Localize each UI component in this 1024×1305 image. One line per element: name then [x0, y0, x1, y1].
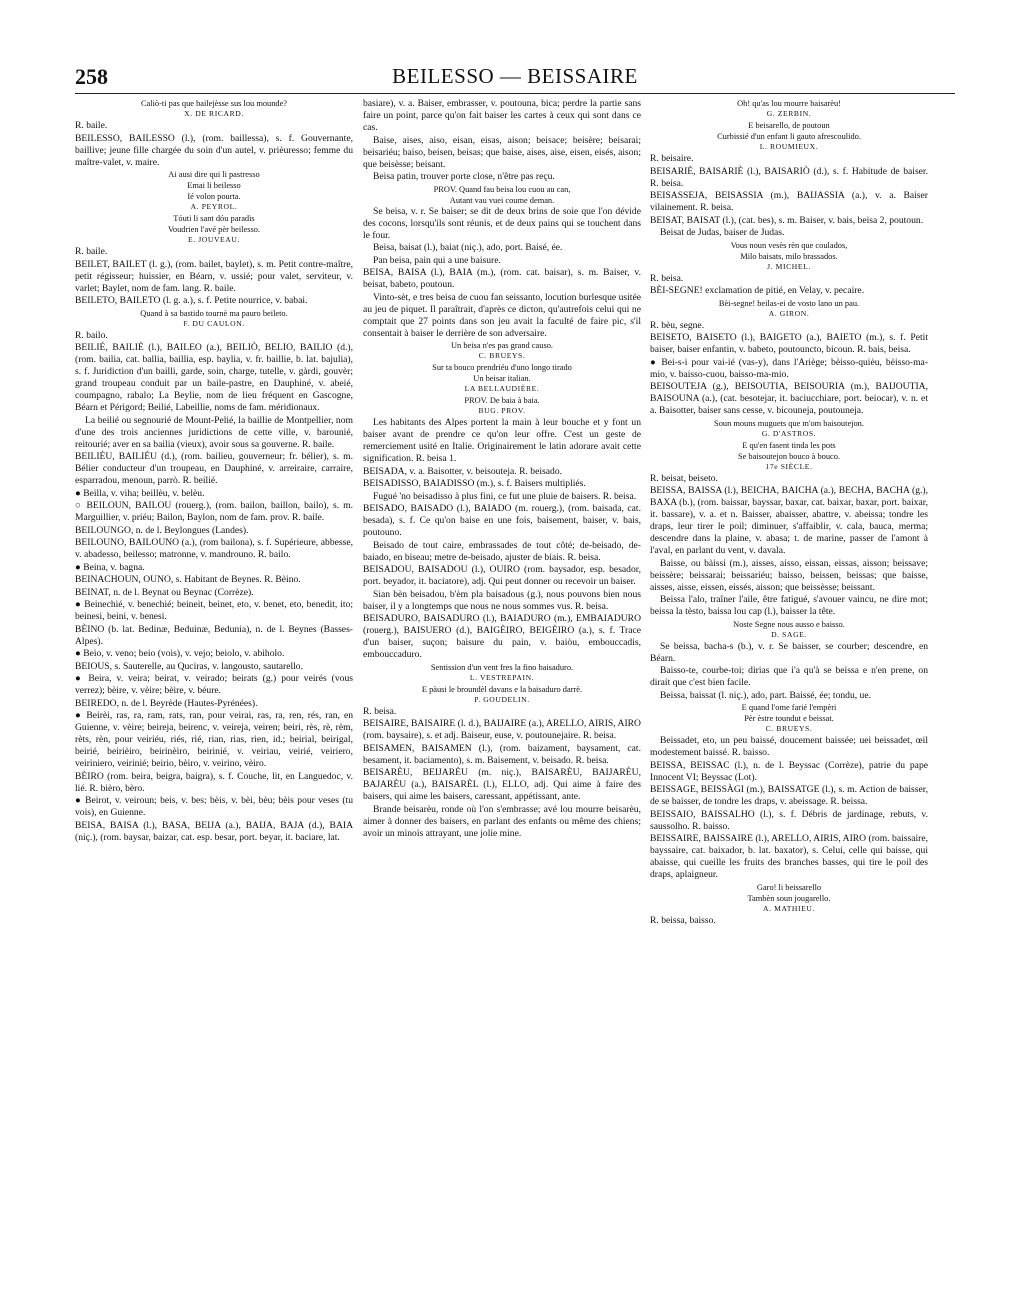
header-rule: [75, 93, 955, 94]
etymology-reference: R. beisaire.: [650, 153, 694, 164]
dictionary-entry: BEISSAGE, BEISSÀGI (m.), BAISSATGE (l.), s. m. Action de baisser, de se baisser, de tondre les draps, v. abeissage. R. beissa.: [650, 784, 928, 807]
entry-paragraph: Beisa, baisat (l.), baiat (niç.), ado, port. Baisé, ée.: [373, 242, 563, 253]
citation-line: Vous noun vesès rèn que coulados,: [730, 240, 848, 250]
citation-line: Curbissié d'un enfant li gauto afrescoulido.: [717, 132, 861, 141]
entry-paragraph: Beissa, baissat (l. niç.), ado, part. Baissé, ée; tondu, ue.: [660, 689, 872, 701]
dictionary-entry: BEIREDO, n. de l. Beyrède (Hautes-Pyrénées).: [75, 697, 258, 709]
citation-line: Autant vau vuei coume deman.: [449, 195, 555, 205]
citation-line: Bèi-segne! beilas-ei de vosto lano un pau.: [718, 298, 860, 308]
dictionary-entry: BEILOUNO, BAILOUNO (a.), (rom bailona), s. f. Supérieure, abbesse, v. abadesso, beilesso; matronne, v. mandrouno. R. bailo.: [75, 537, 353, 560]
citation-line: E qu'en fasent tinda les pots: [742, 440, 836, 450]
dictionary-entry: ● Beira, v. veira; beirat, v. veirado; beirats (g.) pour veirés (vous verrez); bèire, v. vèire; bèire, v. béure.: [75, 673, 353, 696]
entry-paragraph: Se beissa, bacha-s (b.), v. r. Se baisser, se courber; descendre, en Béarn.: [650, 640, 928, 664]
page-header: [75, 64, 955, 94]
dictionary-entry: BEISADO, BAISADO (l.), BAIADO (m. rouerg.), (rom. baisada, cat. besada), s. f. Ce qu'on baise en une fois, baisement, baiser, v. bais, poutouno.: [363, 503, 641, 538]
dictionary-entry: ● Beinechié, v. benechié; beineit, beinet, eto, v. benet, eto, benedit, ito; beinesi, beini, v. benesi.: [75, 599, 353, 622]
citation-author: LA BELLAUDIÈRE.: [464, 384, 540, 393]
citation-line: Un beisa n'es pas grand causo.: [451, 341, 553, 350]
citation-line: Noste Segne nous ausso e baisso.: [733, 619, 845, 629]
entry-paragraph: Pan beisa, pain qui a une baisure.: [373, 254, 501, 266]
entry-paragraph: Se beisa, v. r. Se baiser; se dit de deux brins de soie que l'on dévide des cocons, lorsqu'ils sont réunis, et de deux pains qui se touchent dans le four.: [363, 205, 641, 241]
dictionary-entry: ● Beirèi, ras, ra, ram, rats, ran, pour veirai, ras, ra, ren, rés, ran, en Guienne, v. vèire; beireja, beirenc, v. veireja, veiren; beiri, rès, rè, rèm, rèts, rèn, pour veiriéu, riés, rié, rian, rias, rien, id.; beirial, beirigal, beirié, beirièiro, beirinèiro, beirinié, v. veiriau, veirié, veiriero, veiriniero, veirinié; beirio, bèiro, v. veirino, vèiro.: [75, 710, 353, 769]
dictionary-entry: ● Beirot, v. veiroun; beis, v. bes; bèis, v. bèi, bèu; bèis pour veses (tu vois), en Guienne.: [75, 795, 353, 818]
dictionary-entry: BEINACHOUN, OUNO, s. Habitant de Beynes. R. Bèino.: [75, 574, 301, 585]
citation-line: Ai ausi dire qui li pastresso: [168, 170, 260, 179]
citation-author: A. PEYROL.: [190, 202, 238, 211]
citation-line: Sur ta bouco prendriéu d'uno longo tirado: [432, 363, 572, 372]
dictionary-entry: BÈI-SEGNE! exclamation de pitié, en Velay, v. pecaire.: [650, 285, 865, 296]
citation-author: L. VESTREPAIN.: [469, 672, 535, 682]
dictionary-entry: BEISOUTEJA (g.), BEISOUTIA, BEISOURIA (m.), BAIJOUTIA, BAISOUNA (a.), (cat. besotejar, it. baciucchiare, port. beiocar), v. n. et a. Baisotter, baiser sans cesse, v. bicouneja, poutouneja.: [650, 381, 928, 416]
dictionary-entry: ● Bei-s-i pour vai-ié (vas-y), dans l'Ariège; bèisso-quièu, bèisso-ma-mio, v. baisso-cuou, baisso-ma-mio.: [650, 356, 928, 380]
citation-line: Oh! qu'as lou mourre baisarèu!: [737, 99, 841, 108]
dictionary-entry: BEILIÉ, BAILIÈ (l.), BAILEO (a.), BEILIÒ, BELIO, BAILIO (d.), (rom. bailia, cat. ballia, baillia, esp. baylia, v. fr. baillie, b. lat. bajulia), s. f. Juridiction d'un bailli, garde, soin, charge, tutelle, v. gàrdi, gouvèr; grand troupeau conduit par un baile-pastre, en Dauphiné, v. abeié, coumpagno, rabalo; La Beylie, nom de lieu fréquent en Gascogne, Béarn et Périgord; Beilié, Labeillie, noms de fam. méridionaux.: [75, 342, 353, 413]
citation-line: Milo baisats, milo brassados.: [740, 251, 838, 261]
dictionary-entry: BEISADISSO, BAIADISSO (m.), s. f. Baisers multipliés.: [363, 478, 586, 489]
column-right: [650, 98, 928, 1278]
entry-paragraph: Baise, aises, aiso, eisan, eisas, aison; beisace; beisère; beisarai; beisariéu; baiso, beisen, beisas; que baise, aises, aise, eisen, eisés, aison; que beisèsse; beisant.: [363, 134, 641, 170]
dictionary-entry: BEISA, BAISA (l.), BAIA (m.), (rom. cat. baisar), s. m. Baiser, v. beisat, babeto, poutoun.: [363, 267, 641, 290]
dictionary-entry: BEINAT, n. de l. Beynat ou Beynac (Corrèze).: [75, 586, 254, 598]
dictionary-entry: BEISSAIRE, BAISSAIRE (l.), ARELLO, AIRIS, AIRO (rom. baissaire, bayssaire, cat. baixador, b. lat. baxator), s. Celui, celle qui baisse, qui abaisse, qui cueille les fruits des branches basses, qui tire le poil des draps, aplaigneur.: [650, 833, 928, 880]
etymology-reference: R. beissa, baisso.: [650, 914, 716, 926]
citation-line: Tóuti li sant dóu paradis: [173, 214, 255, 223]
dictionary-entry: BEILOUNGO, n. de l. Beylongues (Landes).: [75, 524, 249, 536]
page-number: 258: [75, 64, 108, 89]
dictionary-entry: BEILESSO, BAILESSO (l.), (rom. baillessa), s. f. Gouvernante, baillive; jeune fille chargée du soin d'un autel, v. prièuresso; femme du maître-valet, v. maire.: [75, 132, 353, 168]
citation-line: Un beisar italian.: [473, 374, 531, 383]
citation-author: C. BRUEYS.: [478, 351, 526, 360]
entry-paragraph: Beisat de Judas, baiser de Judas.: [660, 227, 785, 238]
dictionary-entry: BEISSAIO, BAISSALHO (l.), s. f. Débris de jardinage, rebuts, v. saussolho. R. baisso.: [650, 808, 928, 832]
dictionary-entry: ○ BEILOUN, BAILOU (rouerg.), (rom. bailon, baillon, bailo), s. m. Marguillier, v. priéu; Bailon, Baylon, nom de fam. prov. R. baile.: [75, 500, 353, 523]
dictionary-entry: BEISARÈU, BEIJARÈU (m. niç.), BAISARÈU, BAIJARÈU, BAJARÈU (a.), BAISARÈL (l.), ELLO, adj. Qui aime à faire des baisers, qui aime les baisers, caressant, appétissant, ante.: [363, 767, 641, 802]
etymology-reference: R. beisa.: [650, 272, 684, 284]
dictionary-entry: basiare), v. a. Baiser, embrasser, v. poutouna, bica; perdre la partie sans faire un point, parce qu'on fait baiser les cartes à ceux qui sont dans ce cas.: [363, 98, 641, 133]
dictionary-entry: BEISADA, v. a. Baisotter, v. beisouteja. R. beisado.: [363, 465, 563, 477]
citation-line: Caliò-ti pas que bailejèsse sus lou mounde?: [140, 99, 288, 108]
citation-line: Tambèn soun jougarello.: [747, 893, 831, 903]
citation-line: Garo! li beissarello: [756, 882, 822, 892]
dictionary-entry: ● Beio, v. veno; beio (vois), v. vejo; beiolo, v. abiholo.: [75, 648, 285, 659]
citation-line: Pèr èstre toundut e beissat.: [744, 714, 834, 723]
citation-line: Se baisoutejon bouco à bouco.: [737, 451, 841, 461]
citation-line: E pàusi le broundèl davans e la baisaduro darrè.: [421, 684, 583, 694]
column-middle: [363, 98, 641, 1278]
entry-paragraph: Beisa patin, trouver porte close, n'être pas reçu.: [373, 171, 555, 182]
citation-line: Sentission d'un vent fres la fino baisaduro.: [430, 662, 574, 672]
dictionary-entry: BEISADOU, BAISADOU (l.), OUIRO (rom. baysador, esp. besador, port. beyador, it. baciatore), adj. Qui peut donner ou recevoir un baiser.: [363, 564, 641, 587]
dictionary-entry: ● Beina, v. bagna.: [75, 561, 145, 573]
entry-paragraph: Baisse, ou bàissi (m.), aisses, aisso, eissan, eissas, aisson; beissave; beissère; beissarai; beissariéu; baisso, beissen, beissas; que baisse, aisses, aisse, eissen, eissés, aisson; que beissèsse; beissant.: [650, 557, 928, 593]
entry-paragraph: Beissa l'alo, traîner l'aile, être fatigué, s'avouer vaincu, ne dire mot; beissa la tèsto, baissa lou cap (l.), baisser la tête.: [650, 594, 928, 617]
citation-author: 17e SIÈCLE.: [765, 461, 813, 471]
entry-paragraph: Brande beisarèu, ronde où l'on s'embrasse; avé lou mourre beisarèu, aimer à donner des baisers, en parlant des enfants ou même des chiens; avoir un minois attrayant, une jolie mine.: [363, 803, 641, 839]
dictionary-entry: BEISASSEJA, BEISASSIA (m.), BAIJASSIA (a.), v. a. Baiser vilainement. R. beisa.: [650, 190, 928, 213]
dictionary-entry: BÈINO (b. lat. Bedinæ, Beduinæ, Beduniа), n. de l. Beynes (Basses-Alpes).: [75, 623, 353, 647]
citation-author: G. ZERBIN.: [766, 109, 812, 118]
etymology-reference: R. baile.: [75, 120, 108, 131]
dictionary-entry: BEILET, BAILET (l. g.), (rom. bailet, baylet), s. m. Petit contre-maître, petit régisseur; huissier, en Béarn, v. ussié; pour valet, serviteur, v. varlet; Baylet, nom de fam. lang. R. baile.: [75, 258, 353, 294]
entry-paragraph: Baisso-te, courbe-toi; dirias que i'a qu'à se beissa e n'en prene, on dirait que c'est bien facile.: [650, 665, 928, 688]
running-title: BEILESSO — BEISSAIRE: [392, 64, 638, 88]
etymology-reference: R. bailo.: [75, 329, 108, 341]
citation-line: Ié volon pourta.: [187, 192, 241, 201]
citation-author: E. JOUVEAU.: [188, 235, 240, 244]
dictionary-entry: BEILIÉU, BAILIÉU (d.), (rom. bailieu, gouverneur; fr. bélier), s. m. Bélier conducteur d'un troupeau, en Dauphiné, v. arreiraire, carraire, esparradou, menoun, parrò. R. beilié.: [75, 451, 353, 486]
citation-author: G. D'ASTROS.: [761, 428, 817, 438]
entry-paragraph: Beisado de tout caire, embrassades de tout côté; de-beisado, de-baiado, en biseau; metre de-beisado, ajuster de biais. R. beisa.: [363, 539, 641, 563]
column-left: [75, 98, 353, 1278]
citation-line: E beisarello, de poutoun: [748, 121, 830, 130]
citation-author: L. ROUMIEUX.: [759, 142, 819, 151]
dictionary-entry: BEISAIRE, BAISAIRE (l. d.), BAIJAIRE (a.), ARELLO, AIRIS, AIRO (rom. baysaire), s. et adj. Baiseur, euse, v. poutounejaire. R. beisa.: [363, 718, 641, 741]
citation-author: P. GOUDELIN.: [474, 694, 530, 704]
dictionary-entry: BEIOUS, s. Sauterelle, au Quciras, v. langousto, sautarello.: [75, 660, 303, 672]
dictionary-entry: BEISETO, BAISETO (l.), BAIGETO (a.), BAIETO (m.), s. f. Petit baiser, baiser enfantin, v. babeto, poutouncto, bicoun. R. bais, beisa.: [650, 332, 928, 355]
citation-author: D. SAGE.: [771, 629, 807, 639]
citation-line: PROV. De baia à baia.: [464, 396, 540, 405]
dictionary-entry: BEISARIÉ, BAISARIÈ (l.), BAISARIÒ (d.), s. f. Habitude de baiser. R. beisa.: [650, 165, 928, 189]
citation-line: Emai li beilesso: [187, 181, 241, 190]
entry-paragraph: Sian bèn beisadou, b'èm pla baisadous (g.), nous pouvons bien nous baiser, il y a longtemps que nous ne nous sommes vus. R. beisa.: [363, 588, 641, 612]
entry-paragraph: Fugué 'no beisadisso à plus fini, ce fut une pluie de baisers. R. beisa.: [373, 490, 637, 502]
citation-author: F. DU CAULON.: [183, 318, 245, 328]
dictionary-entry: BEISADURO, BAISADURO (l.), BAIADURO (m.), EMBAIADURO (rouerg.), BAISUERO (d.), BAIGÈIRO, BEIGÈIRO (a.), s. f. Trace d'un baiser, suçon; baisure du pain, v. baiòu, embouccadis, embouccaduro.: [363, 613, 641, 660]
citation-author: J. MICHEL.: [767, 261, 811, 271]
citation-author: BUG. PROV.: [478, 406, 526, 415]
dictionary-entry: BEILETO, BAILETO (l. g. a.), s. f. Petite nourrice, v. babai.: [75, 295, 308, 306]
dictionary-entry: BEISA, BAISA (l.), BASA, BEIJA (a.), BAIJA, BAJA (d.), BAIA (niç.), (rom. baysar, baizar, cat. esp. besar, port. beyar, it. baciare, lat.: [75, 819, 353, 843]
dictionary-entry: BEISSA, BAISSA (l.), BEICHA, BAICHA (a.), BECHA, BACHA (g.), BAXA (b.), (rom. baissar, bayssar, baxar, cat. baixar, baxar, port. baixar, it. bassare), v. a. et n. Baisser, abaisser, abattre, v. abeissa; tondre les draps, leur tirer le poil; diminuer, s'affaiblir, v. cala, bauca, merma; descendre dans la plaine, v. abasa; t. de marine, passer de l'amont à l'aval, en parlant du vent, v. davala.: [650, 485, 928, 556]
etymology-reference: R. baile.: [75, 246, 108, 257]
etymology-reference: R. bèu, segne.: [650, 319, 705, 331]
entry-paragraph: Vinto-sèt, e tres beisa de cuou fan seissanto, locution burlesque usitée au jeu de piquet. Il paraîtrait, d'après ce dicton, qu'autrefois celui qui ne comptait que 27 points dans son jeu avait la faculté de faire pic, s'il consentait à baiser le derrière de son adversaire.: [363, 291, 641, 339]
entry-paragraph: Beissadet, eto, un peu baissé, doucement baissée; uei beissadet, œil modestement baissé. R. baisso.: [650, 735, 928, 758]
dictionary-entry: BÈIRO (rom. beira, beigra, baigra), s. f. Couche, lit, en Languedoc, v. lié. R. bièro, bèro.: [75, 770, 353, 794]
etymology-reference: R. beisa.: [363, 705, 397, 717]
citation-author: A. GIRON.: [768, 308, 810, 318]
entry-paragraph: La beilié ou segnourié de Mount-Pelié, la baillie de Montpellier, nom d'une des trois anciennes juridictions de cette ville, v. barounié, reitourié; aver en sa bailia (vieux), avoir sous sa gouverne. R. baile.: [75, 414, 353, 450]
citation-line: PROV. Quand fau beisa lou cuou au can,: [433, 184, 571, 194]
dictionary-entry: BEISAMEN, BAISAMEN (l.), (rom. baizament, baysament, cat. besament, it. baciamento), s. m. Baisement, v. beisado. R. beisa.: [363, 742, 641, 766]
entry-paragraph: Les habitants des Alpes portent la main à leur bouche et y font un baiser avant de prendre ce qu'on leur offre. C'est un geste de remerciement usité en Italie. Originairement le latin adorare avait cette signification. R. beisa 1.: [363, 417, 641, 464]
etymology-reference: R. beisat, beiseto.: [650, 472, 718, 484]
dictionary-entry: ● Beilla, v. viha; beillèu, v. belèu.: [75, 487, 205, 499]
citation-line: Soun mouns muguets que m'om baisoutejon.: [714, 418, 864, 428]
dictionary-entry: BEISSA, BEISSAC (l.), n. de l. Beyssac (Corrèze), patrie du pape Innocent VI; Beyssac (Lot).: [650, 759, 928, 783]
citation-line: E quand l'ome farié l'empèri: [741, 703, 837, 712]
dictionary-entry: BEISAT, BAISAT (l.), (cat. bes), s. m. Baiser, v. bais, beisa 2, poutoun.: [650, 214, 924, 226]
citation-line: Quand à sa bastido tournè ma pauro beileto.: [140, 308, 288, 318]
citation-author: A. MATHIEU.: [763, 903, 815, 913]
citation-author: X. DE RICARD.: [184, 109, 244, 118]
citation-author: C. BRUEYS.: [765, 724, 813, 733]
citation-line: Voudrien l'avé pèr beilesso.: [167, 225, 261, 234]
